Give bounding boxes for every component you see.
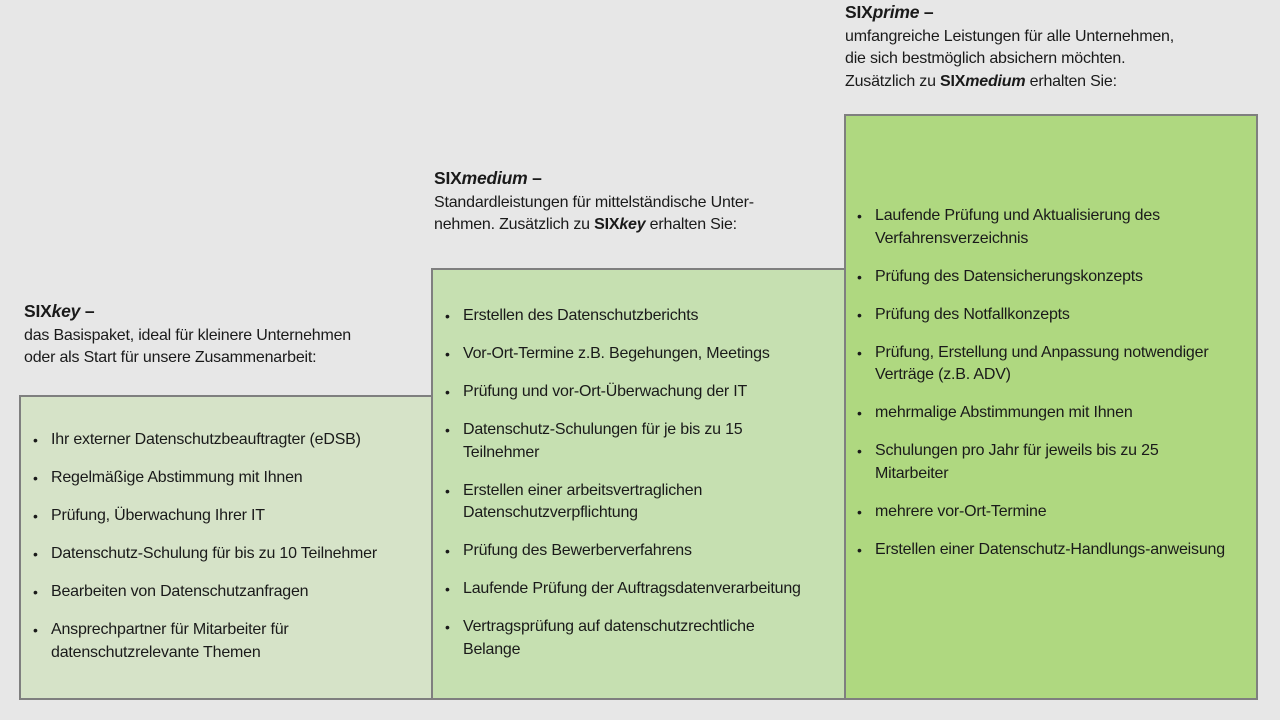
sixmedium-item: • Vor-Ort-Termine z.B. Begehungen, Meetings: [435, 343, 840, 366]
sixmedium-box: [431, 268, 847, 700]
sixkey-item: • Bearbeiten von Datenschutzanfragen: [23, 581, 428, 604]
sixkey-description: das Basispaket, ideal für kleinere Unternehmen oder als Start für unsere Zusammenarbeit:: [24, 326, 351, 366]
sixmedium-description-line2: nehmen. Zusätzlich zu SIXkey erhalten Sie:: [434, 216, 737, 233]
sixmedium-item: • Prüfung des Bewerberverfahrens: [435, 540, 840, 563]
sixprime-item: • Prüfung des Notfallkonzepts: [847, 304, 1252, 327]
sixkey-title: SIXkey –: [24, 301, 95, 321]
sixkey-heading: [24, 300, 424, 370]
sixmedium-item: • Laufende Prüfung der Auftragsdatenverarbeitung: [435, 578, 840, 601]
sixkey-item: • Regelmäßige Abstimmung mit Ihnen: [23, 467, 428, 490]
sixmedium-item: • Erstellen des Datenschutzberichts: [435, 305, 840, 328]
sixprime-list: [847, 205, 1252, 577]
sixprime-description-line1: umfangreiche Leistungen für alle Unternehmen,: [845, 27, 1174, 45]
sixkey-item: • Datenschutz-Schulung für bis zu 10 Teilnehmer: [23, 543, 428, 566]
sixmedium-item: • Datenschutz-Schulungen für je bis zu 15 Teilnehmer: [435, 419, 773, 464]
sixkey-box: [19, 395, 434, 700]
sixprime-description-line3: Zusätzlich zu SIXmedium erhalten Sie:: [845, 72, 1117, 90]
sixprime-item: • mehrmalige Abstimmungen mit Ihnen: [847, 402, 1252, 425]
sixmedium-title: SIXmedium –: [434, 168, 542, 188]
sixprime-heading: [845, 1, 1265, 93]
sixkey-item: • Ansprechpartner für Mitarbeiter für datenschutzrelevante Themen: [23, 619, 321, 664]
sixmedium-item: • Erstellen einer arbeitsvertraglichen Datenschutzverpflichtung: [435, 480, 753, 525]
sixmedium-item: • Prüfung und vor-Ort-Überwachung der IT: [435, 381, 840, 404]
sixprime-item: • Prüfung, Erstellung und Anpassung notwendiger Verträge (z.B. ADV): [847, 342, 1245, 387]
sixmedium-item: • Vertragsprüfung auf datenschutzrechtliche Belange: [435, 616, 793, 661]
sixmedium-list: [435, 305, 840, 677]
sixmedium-description-line1: Standardleistungen für mittelständische Unter-: [434, 193, 754, 211]
sixprime-item: • Laufende Prüfung und Aktualisierung des Verfahrensverzeichnis: [847, 205, 1205, 250]
sixprime-item: • Prüfung des Datensicherungskonzepts: [847, 266, 1252, 289]
sixmedium-reference: SIXmedium: [940, 72, 1026, 90]
sixprime-title: SIXprime –: [845, 2, 934, 22]
sixprime-item: • Schulungen pro Jahr für jeweils bis zu 25 Mitarbeiter: [847, 440, 1195, 485]
sixkey-item: • Ihr externer Datenschutzbeauftragter (eDSB): [23, 429, 428, 452]
sixkey-list: [23, 429, 428, 680]
sixmedium-heading: [434, 167, 834, 237]
sixprime-item: • mehrere vor-Ort-Termine: [847, 501, 1252, 524]
sixprime-item: • Erstellen einer Datenschutz-Handlungs-anweisung: [847, 539, 1252, 562]
sixprime-description-line2: die sich bestmöglich absichern möchten.: [845, 50, 1126, 67]
sixkey-item: • Prüfung, Überwachung Ihrer IT: [23, 505, 428, 528]
sixprime-box: [844, 114, 1258, 700]
sixkey-reference: SIXkey: [594, 216, 646, 233]
